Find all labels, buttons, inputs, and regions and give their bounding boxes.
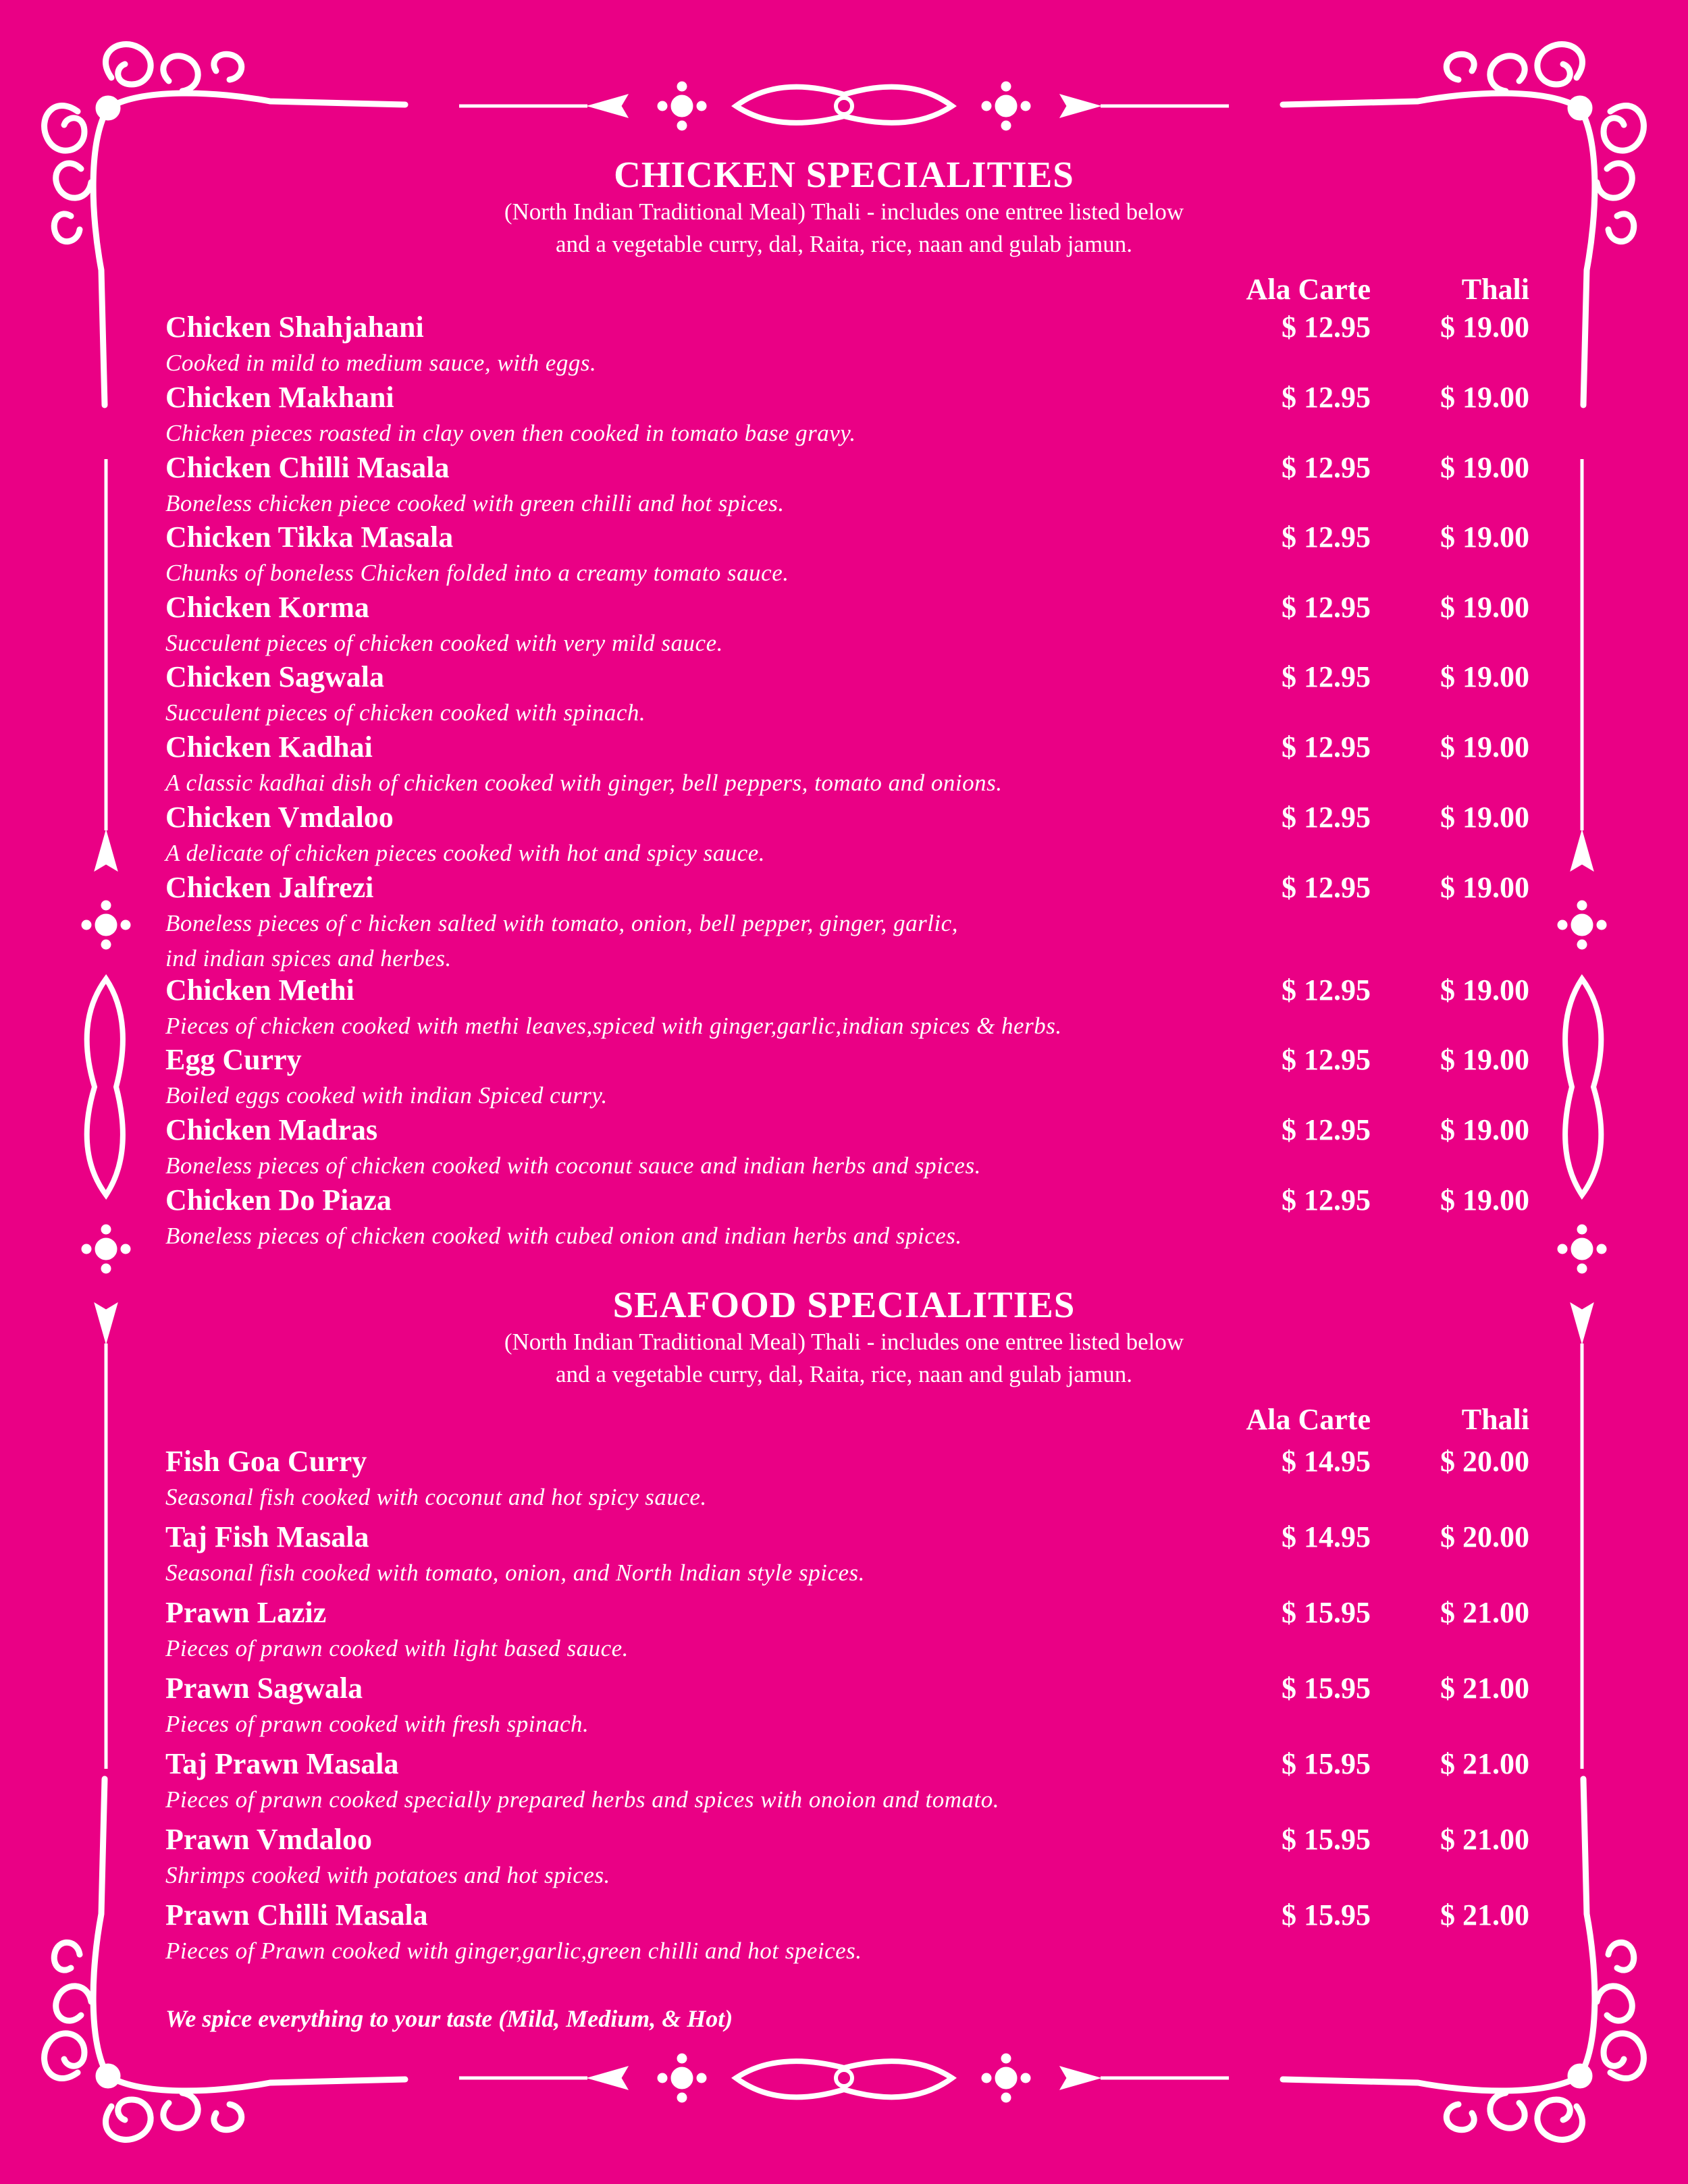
menu-item-name: Prawn Chilli Masala [165,1898,428,1932]
menu-item-ala-carte-price: $ 12.95 [1282,1113,1371,1146]
menu-item-ala-carte-price: $ 12.95 [1282,311,1371,344]
menu-item-name: Chicken Tikka Masala [165,521,454,554]
menu-item-description: Shrimps cooked with potatoes and hot spices. [165,1862,610,1888]
menu-item-description: Boneless pieces of chicken cooked with coconut sauce and indian herbs and spices. [165,1152,981,1179]
menu-item-ala-carte-price: $ 15.95 [1282,1672,1371,1705]
menu-item-name: Prawn Sagwala [165,1672,363,1705]
menu-item-ala-carte-price: $ 15.95 [1282,1823,1371,1856]
seafood-section-subtitle-2: and a vegetable curry, dal, Raita, rice, naan and gulab jamun. [556,1361,1132,1387]
menu-item-thali-price: $ 20.00 [1440,1520,1529,1553]
menu-item-ala-carte-price: $ 12.95 [1282,1183,1371,1217]
menu-item-description: Boneless pieces of chicken cooked with cubed onion and indian herbs and spices. [165,1223,962,1249]
menu-item-name: Chicken Sagwala [165,660,384,693]
menu-item-ala-carte-price: $ 12.95 [1282,451,1371,484]
menu-item-ala-carte-price: $ 12.95 [1282,521,1371,554]
seafood-col-thali: Thali [1461,1403,1529,1436]
menu-item-ala-carte-price: $ 12.95 [1282,381,1371,414]
menu-item-description: Boiled eggs cooked with indian Spiced curry. [165,1082,608,1109]
menu-item-description: Pieces of Prawn cooked with ginger,garlic,green chilli and hot speices. [165,1938,862,1964]
menu-item-thali-price: $ 19.00 [1440,521,1529,554]
menu-item-ala-carte-price: $ 15.95 [1282,1898,1371,1932]
menu-item-thali-price: $ 21.00 [1440,1747,1529,1780]
menu-item-description: Pieces of prawn cooked with fresh spinach. [165,1711,589,1737]
menu-item-thali-price: $ 19.00 [1440,451,1529,484]
menu-item-thali-price: $ 19.00 [1440,871,1529,904]
menu-item-description: Seasonal fish cooked with coconut and hot spicy sauce. [165,1484,707,1510]
menu-item-thali-price: $ 19.00 [1440,974,1529,1007]
menu-item-description: Chicken pieces roasted in clay oven then cooked in tomato base gravy. [165,420,856,446]
menu-item-name: Chicken Methi [165,974,354,1007]
menu-item-description: Succulent pieces of chicken cooked with very mild sauce. [165,630,723,656]
chicken-section-subtitle-1: (North Indian Traditional Meal) Thali - includes one entree listed below [504,198,1184,225]
menu-item-description: Pieces of chicken cooked with methi leaves,spiced with ginger,garlic,indian spices & herbs. [165,1013,1062,1039]
menu-item-ala-carte-price: $ 15.95 [1282,1747,1371,1780]
menu-item-ala-carte-price: $ 12.95 [1282,730,1371,764]
menu-item-name: Chicken Shahjahani [165,311,424,344]
seafood-section-title: SEAFOOD SPECIALITIES [612,1284,1076,1325]
menu-item-thali-price: $ 21.00 [1440,1672,1529,1705]
menu-item-ala-carte-price: $ 12.95 [1282,1043,1371,1076]
menu-item-name: Chicken Do Piaza [165,1183,392,1217]
seafood-section-subtitle-1: (North Indian Traditional Meal) Thali - includes one entree listed below [504,1329,1184,1355]
menu-item-name: Chicken Jalfrezi [165,871,374,904]
chicken-section-title: CHICKEN SPECIALITIES [614,154,1074,195]
spice-note: We spice everything to your taste (Mild, Medium, & Hot) [165,2005,733,2032]
menu-item-name: Chicken Vmdaloo [165,801,394,834]
menu-item-ala-carte-price: $ 12.95 [1282,591,1371,624]
menu-item-thali-price: $ 19.00 [1440,1113,1529,1146]
menu-item-name: Chicken Madras [165,1113,378,1146]
menu-item-ala-carte-price: $ 12.95 [1282,660,1371,693]
menu-item-thali-price: $ 20.00 [1440,1445,1529,1478]
menu-item-name: Taj Fish Masala [165,1520,369,1553]
menu-item-ala-carte-price: $ 14.95 [1282,1445,1371,1478]
menu-item-description: Pieces of prawn cooked specially prepared herbs and spices with onoion and tomato. [165,1786,1000,1813]
menu-item-description: Pieces of prawn cooked with light based sauce. [165,1635,629,1661]
menu-item-thali-price: $ 19.00 [1440,660,1529,693]
menu-item-ala-carte-price: $ 14.95 [1282,1520,1371,1553]
chicken-col-thali: Thali [1461,273,1529,306]
menu-item-thali-price: $ 21.00 [1440,1823,1529,1856]
menu-item-thali-price: $ 21.00 [1440,1898,1529,1932]
menu-item-thali-price: $ 19.00 [1440,381,1529,414]
menu-item-thali-price: $ 19.00 [1440,730,1529,764]
menu-item-description: Boneless chicken piece cooked with green chilli and hot spices. [165,490,785,516]
menu-item-thali-price: $ 19.00 [1440,801,1529,834]
menu-item-name: Chicken Makhani [165,381,394,414]
chicken-section-header [0,154,1688,261]
menu-item-name: Taj Prawn Masala [165,1747,399,1780]
menu-item-description: Cooked in mild to medium sauce, with eggs. [165,350,597,376]
menu-item-name: Chicken Kadhai [165,730,373,764]
chicken-section-subtitle-2: and a vegetable curry, dal, Raita, rice, naan and gulab jamun. [556,231,1132,257]
menu-item-description: A delicate of chicken pieces cooked with hot and spicy sauce. [165,840,766,866]
seafood-section-header [0,1284,1688,1391]
menu-item-ala-carte-price: $ 12.95 [1282,871,1371,904]
menu-item-name: Egg Curry [165,1043,302,1076]
menu-item-thali-price: $ 19.00 [1440,591,1529,624]
menu-item-description: Seasonal fish cooked with tomato, onion, and North lndian style spices. [165,1560,865,1586]
menu-item-name: Prawn Vmdaloo [165,1823,372,1856]
menu-item-description: Boneless pieces of c hicken salted with tomato, onion, bell pepper, ginger, garlic, ind indian spices and herbes. [165,910,958,971]
menu-item-thali-price: $ 19.00 [1440,311,1529,344]
menu-item-ala-carte-price: $ 12.95 [1282,974,1371,1007]
menu-item-ala-carte-price: $ 15.95 [1282,1596,1371,1629]
menu-item-description: Succulent pieces of chicken cooked with spinach. [165,699,646,726]
menu-item-ala-carte-price: $ 12.95 [1282,801,1371,834]
menu-item-name: Chicken Korma [165,591,369,624]
menu-item-name: Prawn Laziz [165,1596,327,1629]
chicken-col-ala-carte: Ala Carte [1246,273,1371,306]
seafood-col-ala-carte: Ala Carte [1246,1403,1371,1436]
menu-item-name: Fish Goa Curry [165,1445,367,1478]
menu-item-description: A classic kadhai dish of chicken cooked with ginger, bell peppers, tomato and onions. [165,770,1003,796]
menu-item-name: Chicken Chilli Masala [165,451,450,484]
menu-item-thali-price: $ 21.00 [1440,1596,1529,1629]
menu-item-thali-price: $ 19.00 [1440,1183,1529,1217]
menu-item-thali-price: $ 19.00 [1440,1043,1529,1076]
menu-item-description: Chunks of boneless Chicken folded into a creamy tomato sauce. [165,560,789,586]
